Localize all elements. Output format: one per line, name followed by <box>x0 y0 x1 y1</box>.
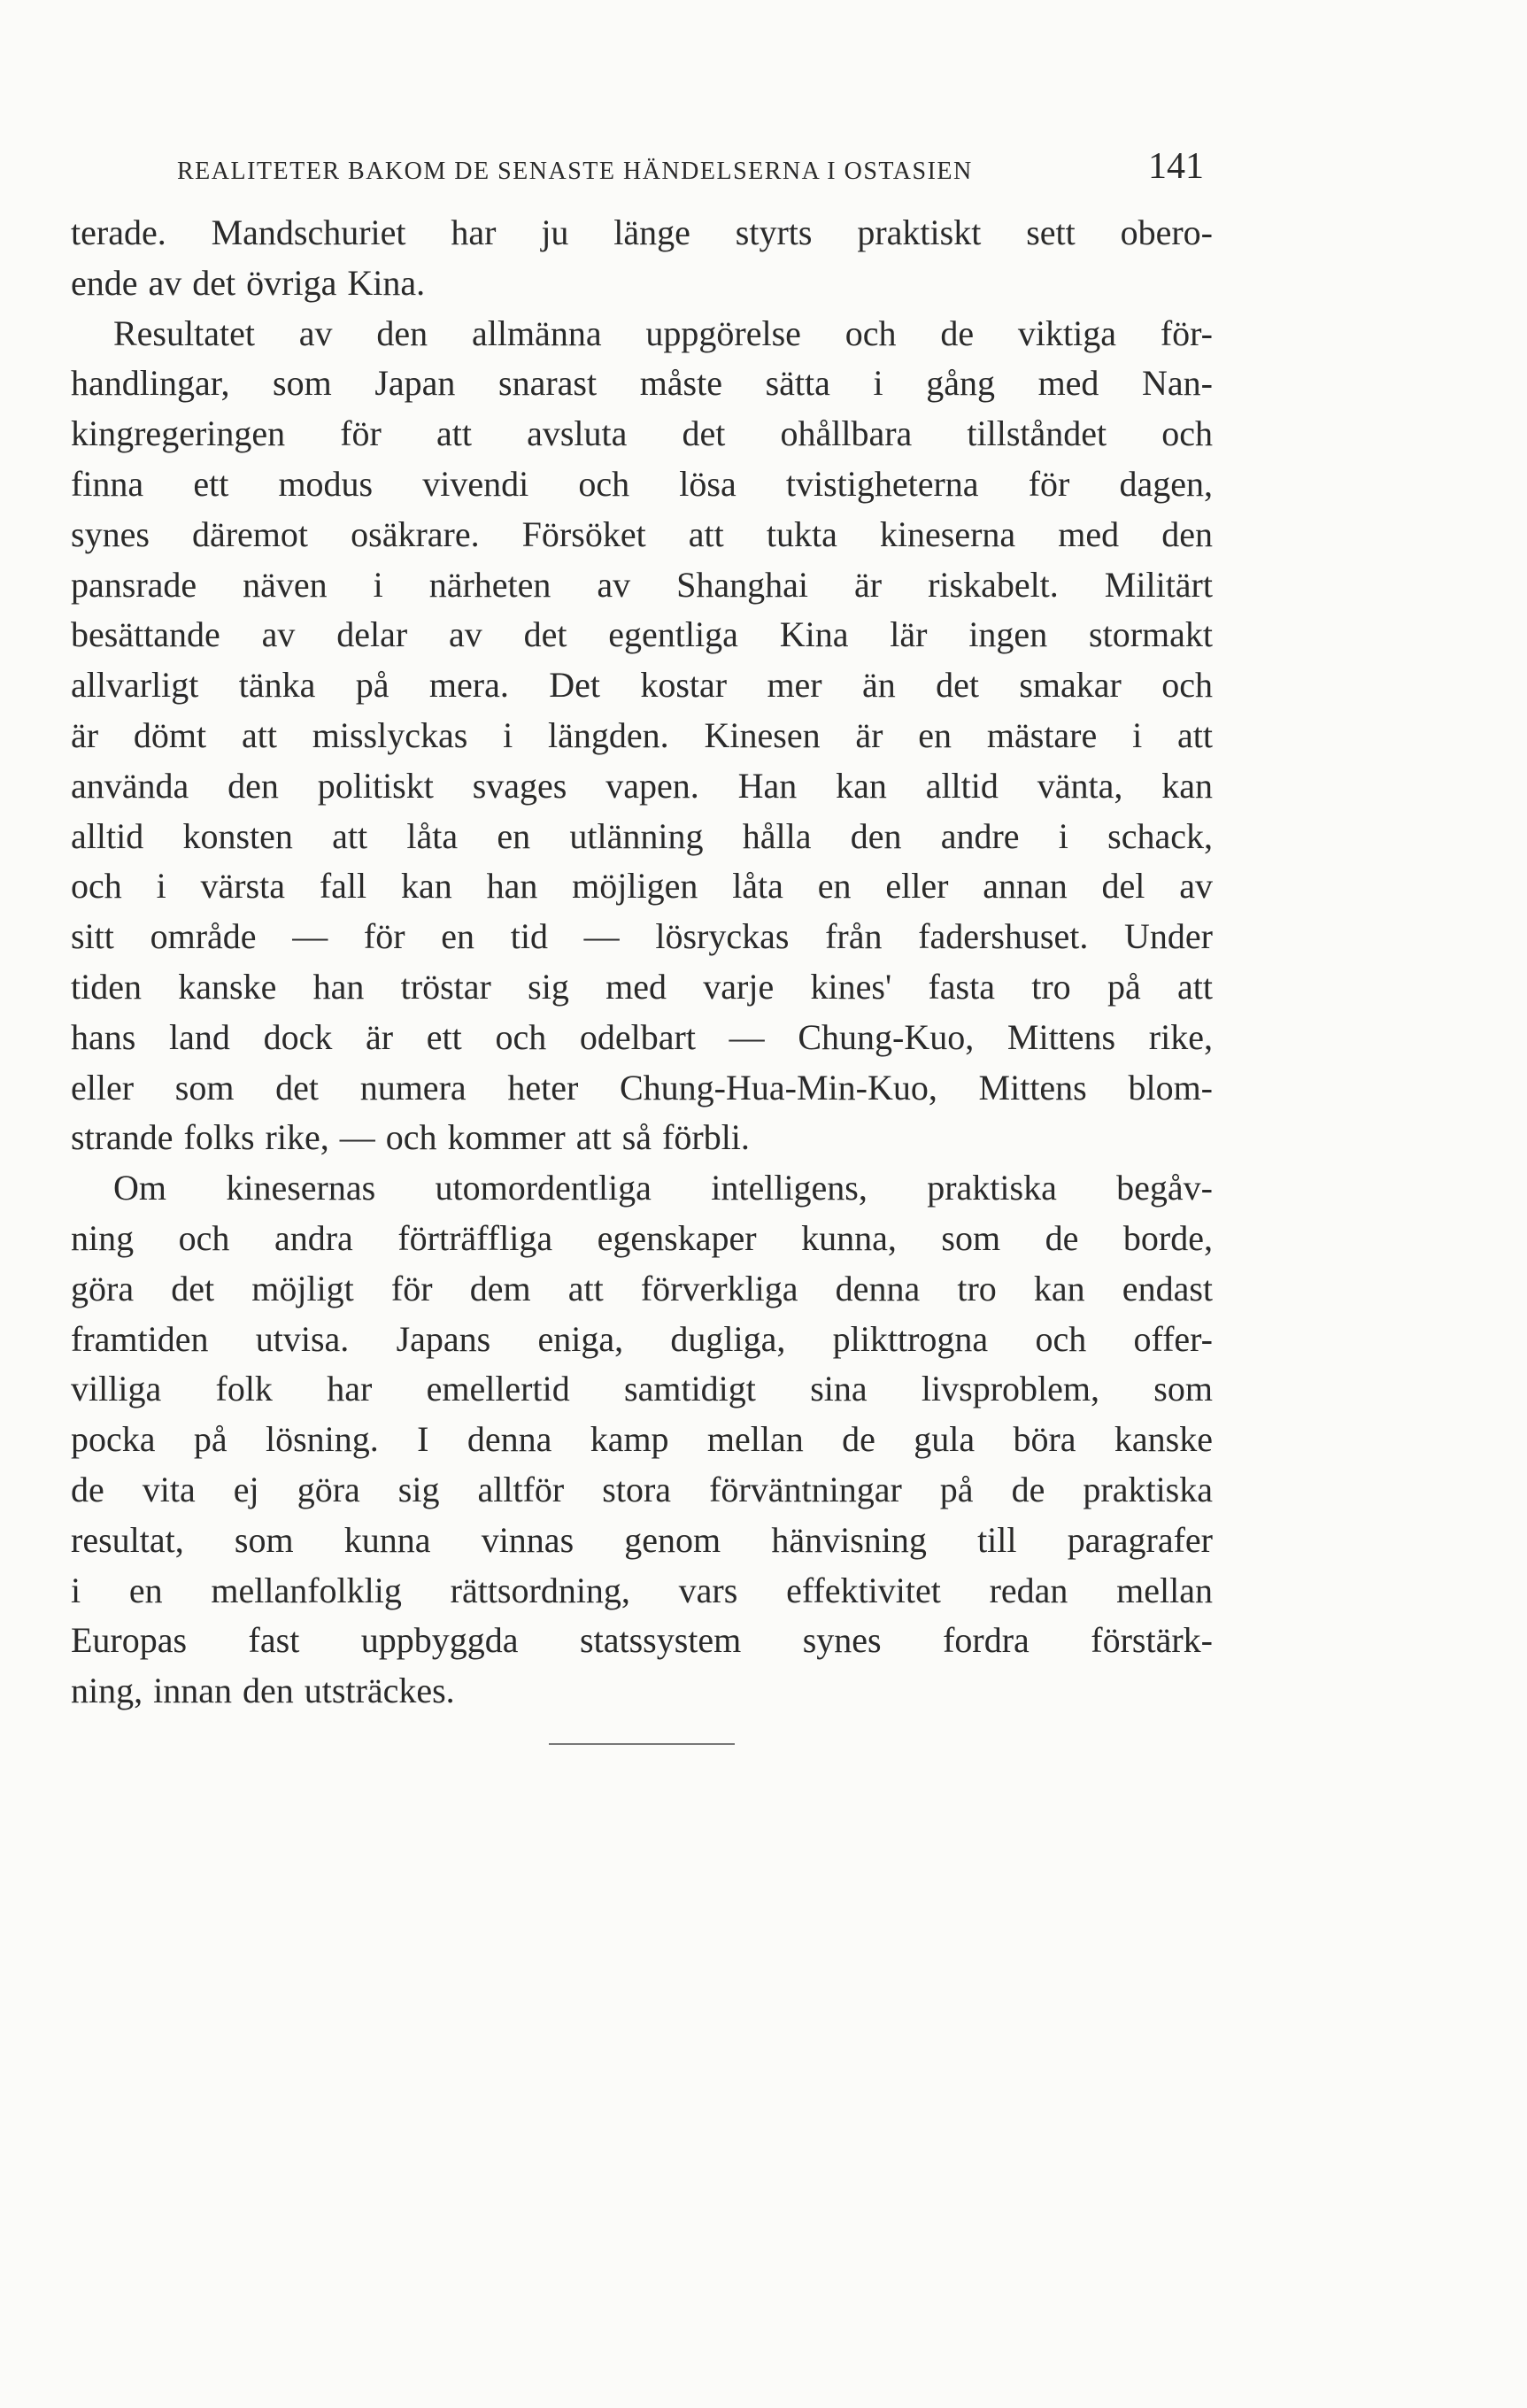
text-line: strande folks rike, — och kommer att så förbli. <box>71 1117 750 1158</box>
running-title: REALITETER BAKOM DE SENASTE HÄNDELSERNA I OSTASIEN <box>177 158 973 185</box>
text-line: hans land dock är ett och odelbart — Chung-Kuo, Mittens rike, <box>71 1016 1213 1057</box>
body-text <box>71 208 1213 1717</box>
text-line: Resultatet av den allmänna uppgörelse och de viktiga för- <box>113 313 1213 353</box>
text-line: Om kinesernas utomordentliga intelligens, praktiska begåv- <box>113 1168 1213 1208</box>
page-number: 141 <box>1148 146 1204 187</box>
text-line: pansrade näven i närheten av Shanghai är riskabelt. Militärt <box>71 564 1213 605</box>
text-line: och i värsta fall kan han möjligen låta en eller annan del av <box>71 866 1213 907</box>
text-line: använda den politiskt svages vapen. Han kan alltid vänta, kan <box>71 765 1213 806</box>
text-line: alltid konsten att låta en utlänning hålla den andre i schack, <box>71 815 1213 856</box>
text-line: Europas fast uppbyggda statssystem synes fordra förstärk- <box>71 1620 1213 1661</box>
text-line: är dömt att misslyckas i längden. Kinesen är en mästare i att <box>71 714 1213 755</box>
text-line: pocka på lösning. I denna kamp mellan de gula böra kanske <box>71 1419 1213 1460</box>
text-line: handlingar, som Japan snarast måste sätta i gång med Nan- <box>71 363 1213 404</box>
text-line: de vita ej göra sig alltför stora förväntningar på de praktiska <box>71 1469 1213 1509</box>
text-line: allvarligt tänka på mera. Det kostar mer än det smakar och <box>71 665 1213 706</box>
text-line: finna ett modus vivendi och lösa tvistigheterna för dagen, <box>71 463 1213 504</box>
text-line: tiden kanske han tröstar sig med varje kines' fasta tro på att <box>71 966 1213 1007</box>
running-head <box>177 142 1204 195</box>
text-line: göra det möjligt för dem att förverkliga denna tro kan endast <box>71 1268 1213 1308</box>
text-line: ende av det övriga Kina. <box>71 262 426 303</box>
text-line: terade. Mandschuriet har ju länge styrts praktiskt sett obero- <box>71 212 1213 252</box>
text-line: besättande av delar av det egentliga Kina lär ingen stormakt <box>71 614 1213 655</box>
text-line: ning, innan den utsträckes. <box>71 1671 455 1711</box>
text-line: synes däremot osäkrare. Försöket att tukta kineserna med den <box>71 513 1213 554</box>
text-line: i en mellanfolklig rättsordning, vars effektivitet redan mellan <box>71 1570 1213 1610</box>
text-line: eller som det numera heter Chung-Hua-Min-Kuo, Mittens blom- <box>71 1067 1213 1108</box>
text-line: framtiden utvisa. Japans eniga, dugliga, plikttrogna och offer- <box>71 1318 1213 1359</box>
text-line: sitt område — för en tid — lösryckas från fadershuset. Under <box>71 916 1213 957</box>
text-line: resultat, som kunna vinnas genom hänvisning till paragrafer <box>71 1519 1213 1560</box>
text-line: ning och andra förträffliga egenskaper kunna, som de borde, <box>71 1217 1213 1258</box>
section-divider <box>549 1743 735 1745</box>
text-line: kingregeringen för att avsluta det ohållbara tillståndet och <box>71 413 1213 454</box>
text-line: villiga folk har emellertid samtidigt sina livsproblem, som <box>71 1369 1213 1409</box>
